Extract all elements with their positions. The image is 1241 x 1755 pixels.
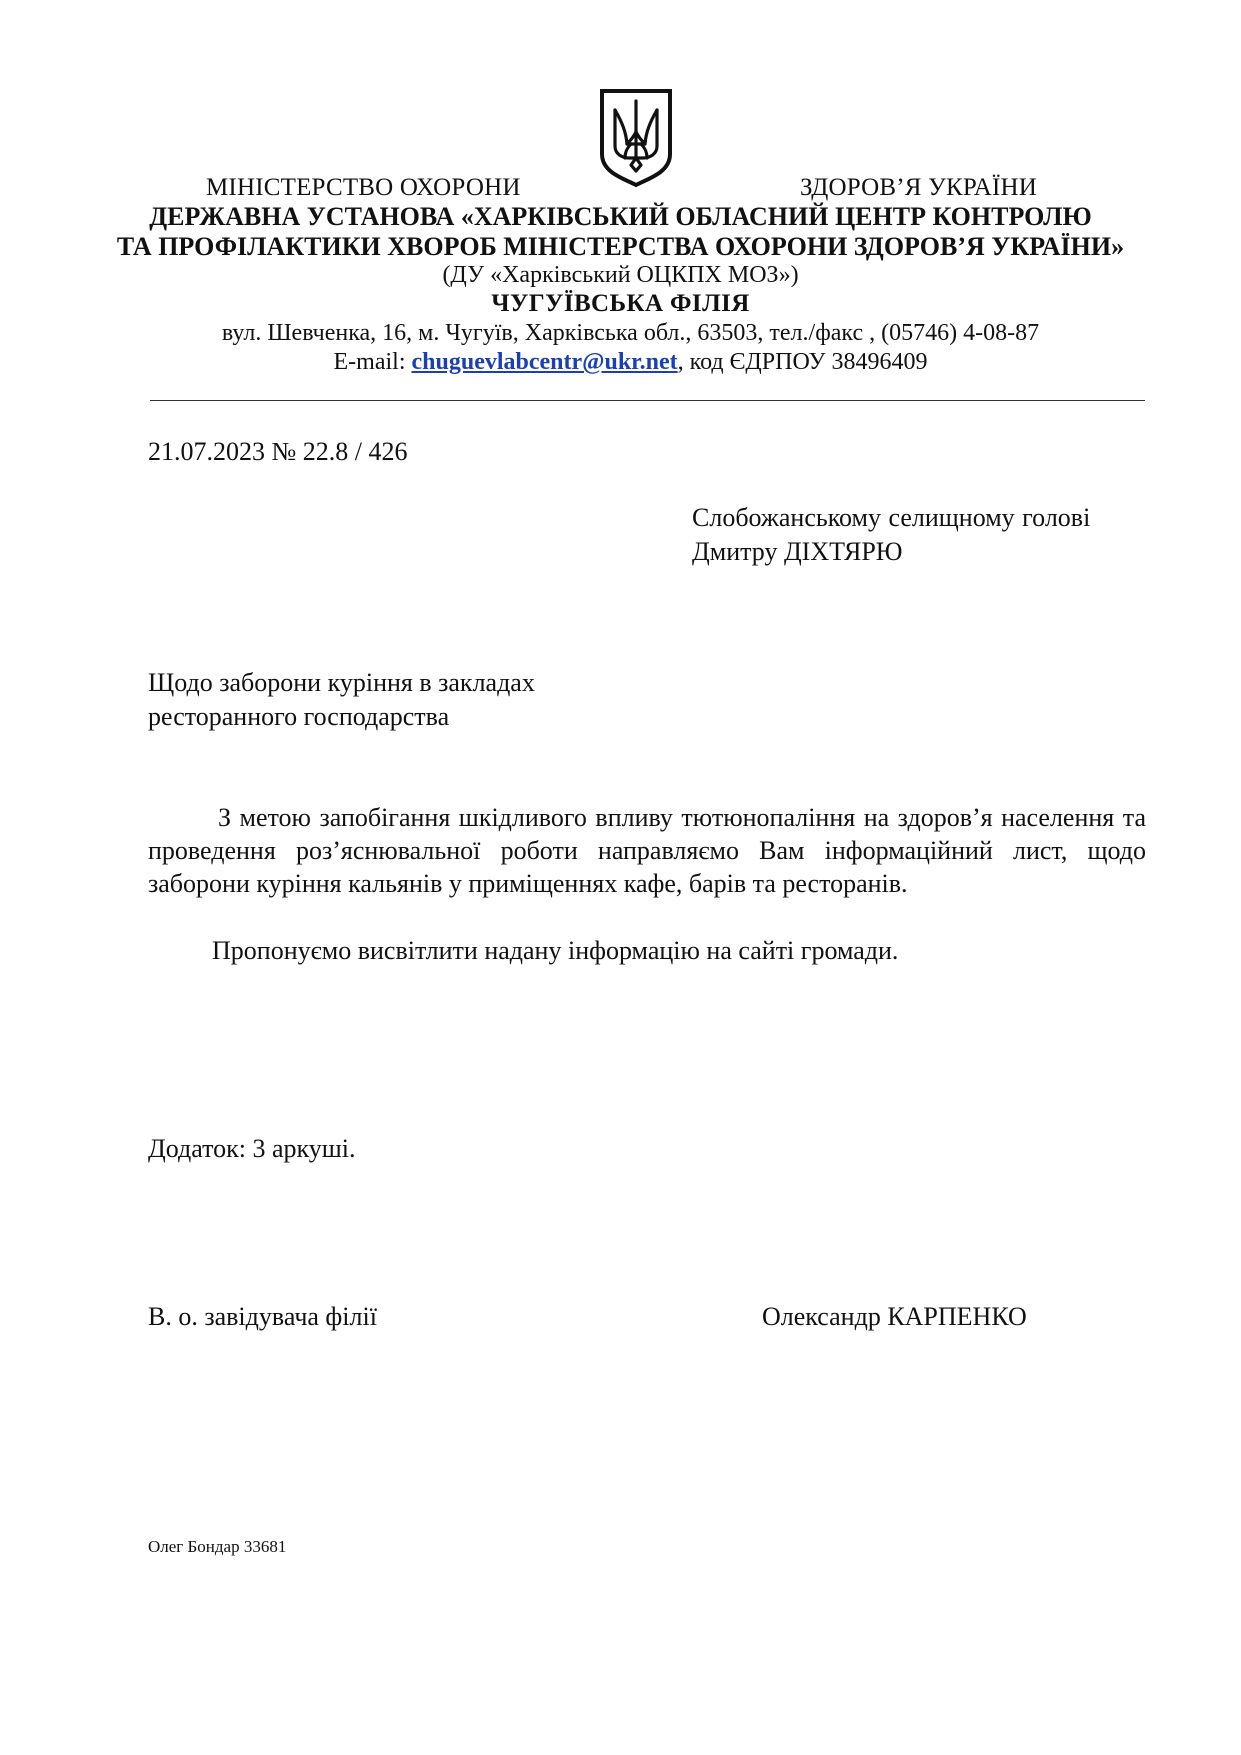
edrpou-code: , код ЄДРПОУ 38496409 bbox=[677, 349, 928, 375]
ukraine-coat-of-arms-icon bbox=[598, 88, 674, 188]
ministry-right: ЗДОРОВ’Я УКРАЇНИ bbox=[800, 174, 1038, 201]
header-divider bbox=[150, 400, 1145, 401]
email-link[interactable]: chuguevlabcentr@ukr.net bbox=[411, 349, 678, 375]
branch-address: вул. Шевченка, 16, м. Чугуїв, Харківська обл., 63503, тел./факс , (05746) 4-08-87 bbox=[221, 320, 1040, 346]
contact-line bbox=[10, 349, 1241, 376]
email-label: E-mail: bbox=[333, 349, 412, 375]
branch-name: ЧУГУЇВСЬКА ФІЛІЯ bbox=[491, 290, 750, 317]
subject-line1: Щодо заборони куріння в закладах bbox=[148, 668, 535, 697]
body-paragraph-2: Пропонуємо висвітлити надану інформацію на сайті громади. bbox=[212, 936, 899, 965]
subject-line2: ресторанного господарства bbox=[148, 702, 450, 731]
signatory-position: В. о. завідувача філії bbox=[148, 1302, 377, 1331]
addressee-title: Слобожанському селищному голові bbox=[692, 503, 1091, 532]
attachment-note: Додаток: 3 аркуші. bbox=[148, 1134, 356, 1163]
executor-contact: Олег Бондар 33681 bbox=[148, 1537, 287, 1556]
ministry-left: МІНІСТЕРСТВО ОХОРОНИ bbox=[206, 174, 521, 201]
organization-name-line1: ДЕРЖАВНА УСТАНОВА «ХАРКІВСЬКИЙ ОБЛАСНИЙ ЦЕНТР КОНТРОЛЮ bbox=[149, 202, 1092, 231]
organization-name-line2: ТА ПРОФІЛАКТИКИ ХВОРОБ МІНІСТЕРСТВА ОХОРОНИ ЗДОРОВ’Я УКРАЇНИ» bbox=[116, 232, 1125, 261]
registration-number: 21.07.2023 № 22.8 / 426 bbox=[148, 437, 408, 466]
signatory-name: Олександр КАРПЕНКО bbox=[762, 1302, 1027, 1331]
organization-abbreviation: (ДУ «Харківський ОЦКПХ МОЗ») bbox=[442, 262, 799, 288]
addressee-name: Дмитру ДІХТЯРЮ bbox=[692, 537, 903, 566]
body-paragraph-1: З метою запобігання шкідливого впливу тютюнопаління на здоров’я населення та проведення роз’яснювальної роботи направляємо Вам інформаційний лист, щодо заборони куріння кальянів у приміщеннях кафе, барів та ресторанів. bbox=[148, 803, 1146, 898]
